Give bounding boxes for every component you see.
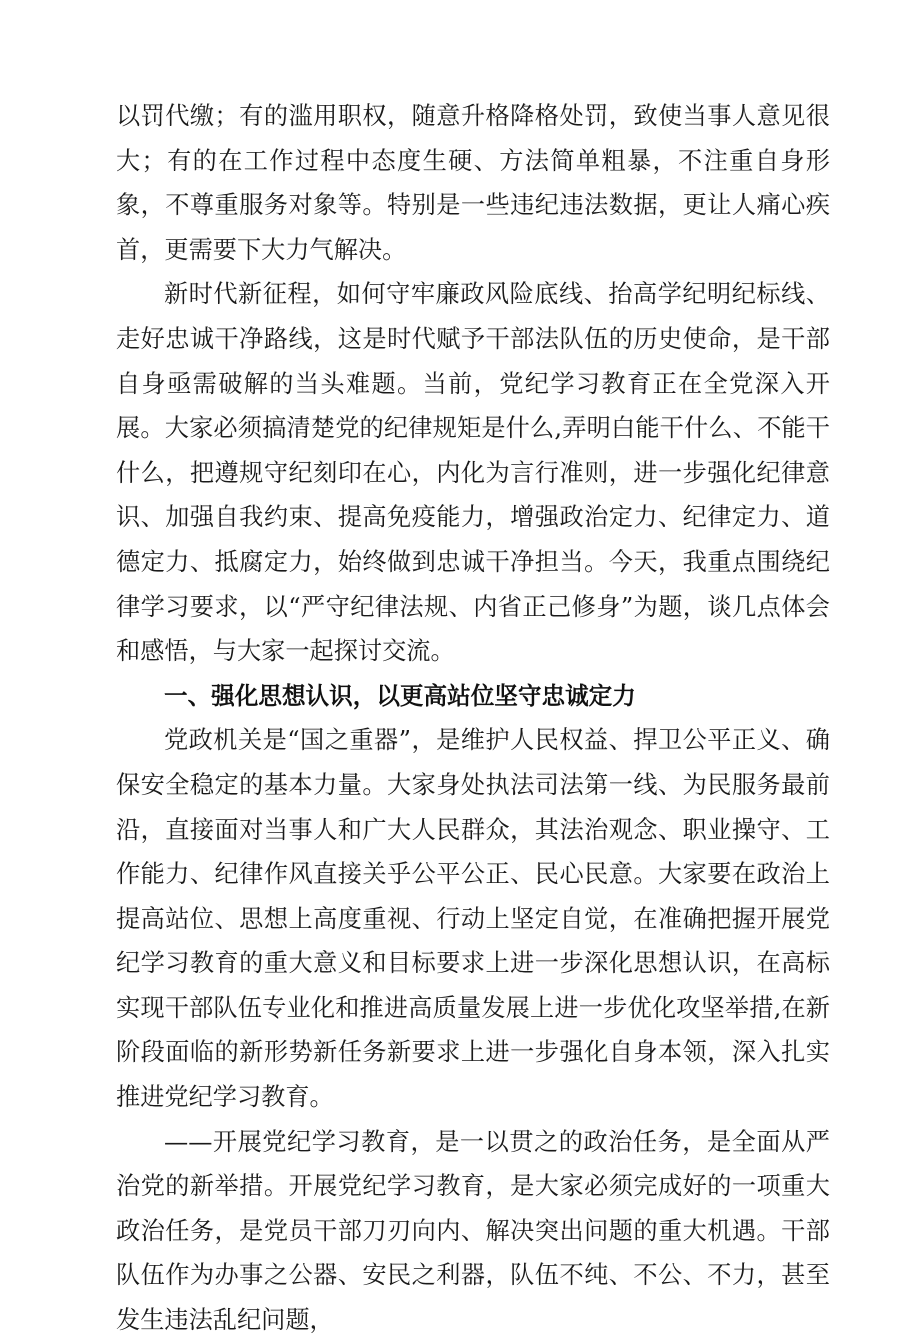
document-body	[116, 94, 830, 1343]
section-heading: 一、强化思想认识，以更高站位坚守忠诚定力	[164, 681, 636, 710]
paragraph-section-one: 党政机关是“国之重器”，是维护人民权益、捍卫公平正义、确保安全稳定的基本力量。大家身处执法司法第一线、为民服务最前沿，直接面对当事人和广大人民群众，其法治观念、职业操守、工作能力、纪律作风直接关乎公平公正、民心民意。大家要在政治上提高站位、思想上高度重视、行动上坚定自觉，在准确把握开展党纪学习教育的重大意义和目标要求上进一步深化思想认识，在高标实现干部队伍专业化和推进高质量发展上进一步优化攻坚举措,在新阶段面临的新形势新任务新要求上进一步强化自身本领，深入扎实推进党纪学习教育。	[116, 726, 830, 1112]
paragraph-continuation: 以罚代缴；有的滥用职权，随意升格降格处罚，致使当事人意见很大；有的在工作过程中态度生硬、方法简单粗暴，不注重自身形象，不尊重服务对象等。特别是一些违纪违法数据，更让人痛心疾首，更需要下大力气解决。	[116, 102, 830, 264]
paragraph-dash-point: ——开展党纪学习教育，是一以贯之的政治任务，是全面从严治党的新举措。开展党纪学习教育，是大家必须完成好的一项重大政治任务，是党员干部刀刃向内、解决突出问题的重大机遇。干部队伍作为办事之公器、安民之利器，队伍不纯、不公、不力，甚至发生违法乱纪问题，	[116, 1127, 830, 1335]
paragraph-intro: 新时代新征程，如何守牢廉政风险底线、抬高学纪明纪标线、走好忠诚干净路线，这是时代赋予干部法队伍的历史使命，是干部自身亟需破解的当头难题。当前，党纪学习教育正在全党深入开展。大家必须搞清楚党的纪律规矩是什么,弄明白能干什么、不能干什么，把遵规守纪刻印在心，内化为言行准则，进一步强化纪律意识、加强自我约束、提高免疫能力，增强政治定力、纪律定力、道德定力、抵腐定力，始终做到忠诚干净担当。今天，我重点围绕纪律学习要求，以“严守纪律法规、内省正己修身”为题，谈几点体会和感悟，与大家一起探讨交流。	[116, 280, 830, 666]
